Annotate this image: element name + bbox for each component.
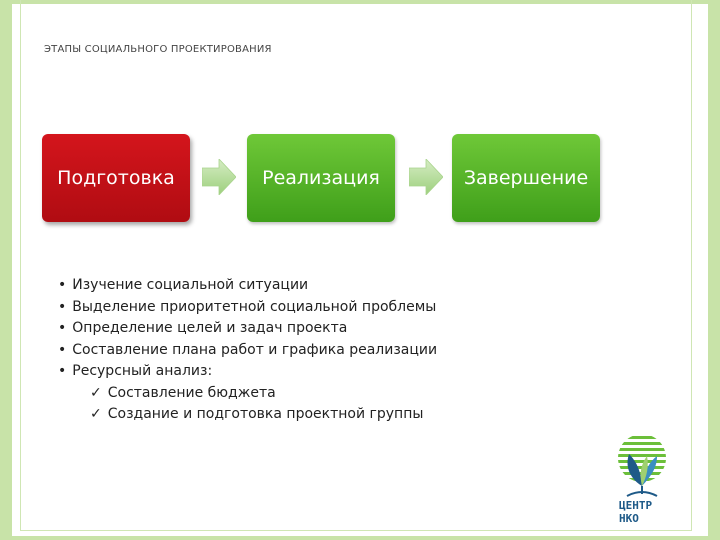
list-item — [58, 361, 437, 383]
list-item — [58, 275, 437, 297]
stage-implementation — [247, 134, 395, 222]
task-list — [58, 275, 437, 426]
sub-list-item — [58, 383, 437, 405]
logo-text — [619, 499, 652, 525]
sub-list-item — [58, 404, 437, 426]
checkmark-icon: ✓ — [90, 406, 102, 422]
bullet: • — [58, 363, 67, 379]
sub-list-item-text: Создание и подготовка проектной группы — [107, 406, 424, 422]
list-item — [58, 340, 437, 362]
checkmark-icon: ✓ — [90, 384, 102, 401]
stage-completion-label: Завершение — [463, 167, 589, 189]
stage-preparation-label: Подготовка — [57, 167, 175, 189]
bullet: • — [58, 320, 67, 336]
list-item-text: Определение целей и задач проекта — [72, 320, 348, 336]
stage-completion — [452, 134, 600, 222]
stage-preparation — [42, 134, 190, 222]
list-item-text: Изучение социальной ситуации — [72, 277, 309, 293]
bullet: • — [58, 298, 67, 315]
arrow-right-icon — [202, 159, 236, 195]
slide-title: ЭТАПЫ СОЦИАЛЬНОГО ПРОЕКТИРОВАНИЯ — [44, 44, 272, 55]
bullet: • — [58, 277, 67, 293]
logo-text-line1: ЦЕНТР — [619, 499, 653, 512]
arrow-right-icon — [409, 159, 443, 195]
bullet: • — [58, 341, 67, 358]
list-item-text: Составление плана работ и графика реализации — [72, 341, 438, 358]
sub-list-item-text: Составление бюджета — [107, 384, 276, 401]
list-item-text: Выделение приоритетной социальной проблемы — [72, 298, 437, 315]
list-item — [58, 297, 437, 319]
list-item — [58, 318, 437, 340]
logo-text-line2: НКО — [619, 512, 639, 525]
list-item-text: Ресурсный анализ: — [72, 363, 213, 379]
stage-implementation-label: Реализация — [262, 167, 380, 189]
slide-inner-frame — [20, 0, 692, 531]
